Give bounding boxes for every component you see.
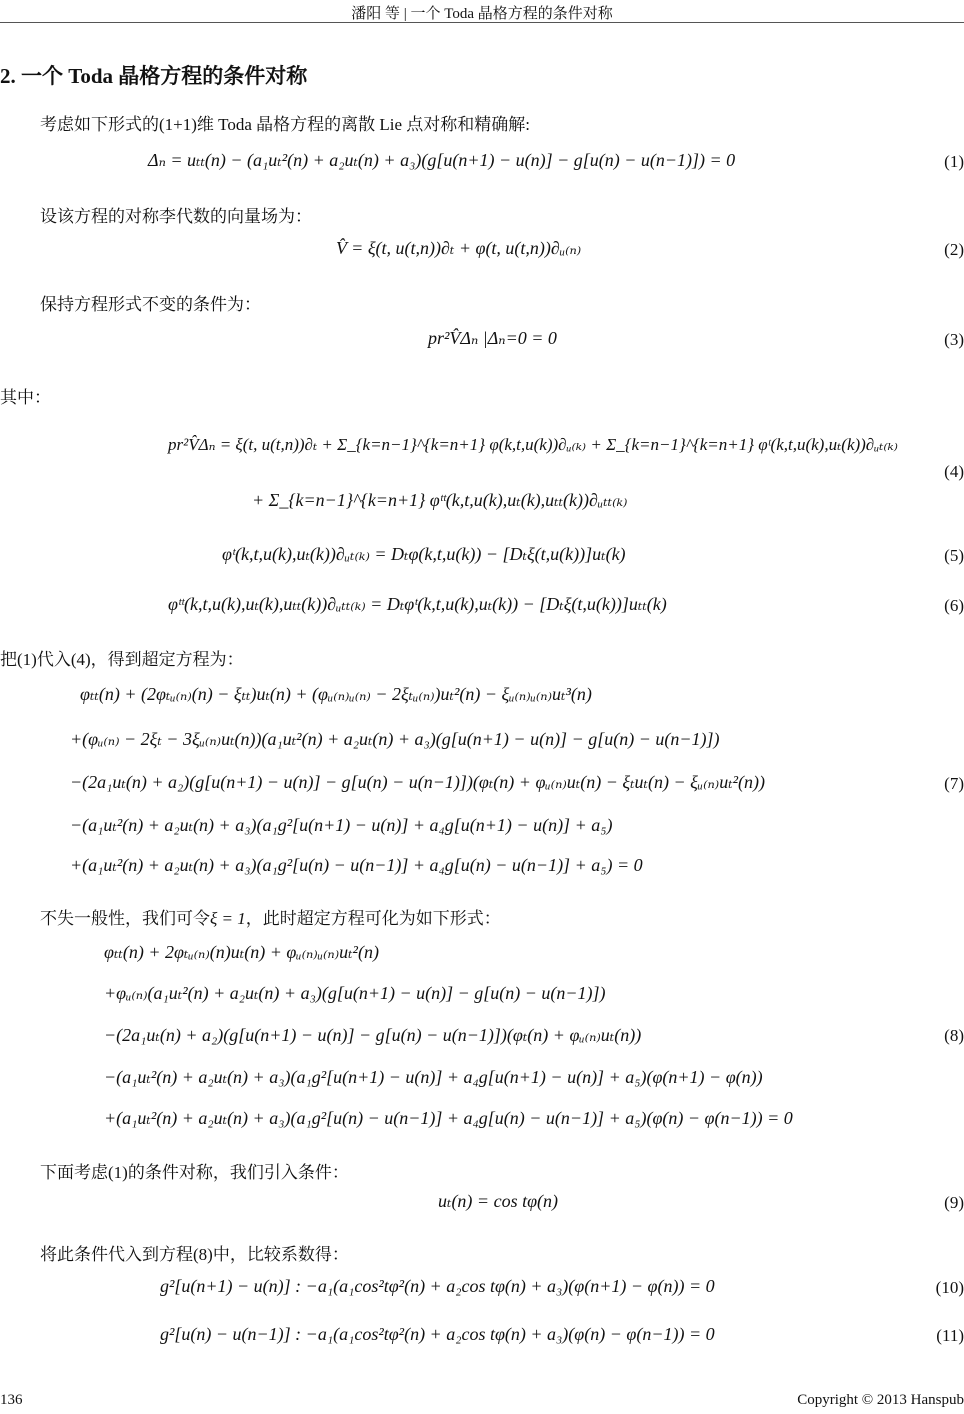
header-rule: [0, 22, 964, 23]
xi-equals-one: ξ = 1: [210, 909, 246, 928]
paragraph-generality-end: ，此时超定方程可化为如下形式：: [245, 909, 501, 928]
section-title: 2. 一个 Toda 晶格方程的条件对称: [0, 64, 308, 88]
equation-number-3: (3): [944, 330, 964, 349]
paragraph-coefficients: 将此条件代入到方程(8)中，比较系数得：: [40, 1245, 349, 1264]
equation-11: g²[u(n) − u(n−1)] : −a₁(a₁cos²tφ²(n) + a₂cos tφ(n) + a₃)(φ(n) − φ(n−1)) = 0: [160, 1324, 715, 1344]
equation-8-line-5: +(a₁uₜ²(n) + a₂uₜ(n) + a₃)(a₁g²[u(n) − u(n−1)] + a₄g[u(n) − u(n−1)] + a₅)(φ(n) − φ(n−1)) = 0: [104, 1108, 793, 1128]
paragraph-invariance: 保持方程形式不变的条件为：: [40, 295, 261, 314]
paragraph-generality-start: 不失一般性，我们可令: [40, 909, 210, 928]
equation-8-line-4: −(a₁uₜ²(n) + a₂uₜ(n) + a₃)(a₁g²[u(n+1) − u(n)] + a₄g[u(n+1) − u(n)] + a₅)(φ(n+1) − φ(n)): [104, 1067, 763, 1087]
equation-4-line-1: pr²V̂Δₙ = ξ(t, u(t,n))∂ₜ + Σ_{k=n−1}^{k=n+1} φ(k,t,u(k))∂ᵤ₍ₖ₎ + Σ_{k=n−1}^{k=n+1} φᵗ(k,t,u(k),uₜ(k))∂ᵤₜ₍ₖ₎: [168, 435, 898, 454]
equation-8-line-1: φₜₜ(n) + 2φₜᵤ₍ₙ₎(n)uₜ(n) + φᵤ₍ₙ₎ᵤ₍ₙ₎uₜ²(n): [104, 942, 379, 962]
equation-7-line-4: −(a₁uₜ²(n) + a₂uₜ(n) + a₃)(a₁g²[u(n+1) − u(n)] + a₄g[u(n+1) − u(n)] + a₅): [70, 815, 613, 835]
equation-8-line-3: −(2a₁uₜ(n) + a₂)(g[u(n+1) − u(n)] − g[u(n) − u(n−1)])(φₜ(n) + φᵤ₍ₙ₎uₜ(n)): [104, 1025, 642, 1045]
equation-number-9: (9): [944, 1193, 964, 1212]
equation-number-7: (7): [944, 774, 964, 793]
running-header: 潘阳 等 | 一个 Toda 晶格方程的条件对称: [351, 6, 613, 22]
equation-number-10: (10): [935, 1278, 964, 1297]
copyright-notice: Copyright © 2013 Hanspub: [797, 1392, 964, 1408]
equation-8-line-2: +φᵤ₍ₙ₎(a₁uₜ²(n) + a₂uₜ(n) + a₃)(g[u(n+1) − u(n)] − g[u(n) − u(n−1)]): [104, 983, 606, 1003]
equation-10: g²[u(n+1) − u(n)] : −a₁(a₁cos²tφ²(n) + a₂cos tφ(n) + a₃)(φ(n+1) − φ(n)) = 0: [160, 1276, 715, 1296]
page-number: 136: [0, 1392, 23, 1408]
equation-7-line-3: −(2a₁uₜ(n) + a₂)(g[u(n+1) − u(n)] − g[u(n) − u(n−1)])(φₜ(n) + φᵤ₍ₙ₎uₜ(n) − ξₜuₜ(n) − ξᵤ₍ₙ₎uₜ²(n)): [70, 772, 766, 792]
equation-number-6: (6): [944, 596, 964, 615]
equation-7-line-5: +(a₁uₜ²(n) + a₂uₜ(n) + a₃)(a₁g²[u(n) − u(n−1)] + a₄g[u(n) − u(n−1)] + a₅) = 0: [70, 855, 643, 875]
paragraph-condition: 下面考虑(1)的条件对称，我们引入条件：: [40, 1163, 349, 1182]
equation-7-line-1: φₜₜ(n) + (2φₜᵤ₍ₙ₎(n) − ξₜₜ)uₜ(n) + (φᵤ₍ₙ₎ᵤ₍ₙ₎ − 2ξₜᵤ₍ₙ₎)uₜ²(n) − ξᵤ₍ₙ₎ᵤ₍ₙ₎uₜ³(n): [80, 684, 592, 704]
equation-6: φᵗᵗ(k,t,u(k),uₜ(k),uₜₜ(k))∂ᵤₜₜ₍ₖ₎ = Dₜφᵗ(k,t,u(k),uₜ(k)) − [Dₜξ(t,u(k))]uₜₜ(k): [168, 594, 667, 614]
equation-number-11: (11): [936, 1326, 964, 1345]
paragraph-substitution: 把(1)代入(4)，得到超定方程为：: [0, 650, 244, 669]
equation-number-1: (1): [944, 152, 964, 171]
paragraph-generality: [40, 904, 501, 929]
equation-7-line-2: +(φᵤ₍ₙ₎ − 2ξₜ − 3ξᵤ₍ₙ₎uₜ(n))(a₁uₜ²(n) + a₂uₜ(n) + a₃)(g[u(n+1) − u(n)] − g[u(n) − u(n−1)]): [70, 729, 720, 749]
paragraph-where: 其中：: [0, 388, 51, 407]
equation-number-2: (2): [944, 240, 964, 259]
equation-number-4: (4): [944, 462, 964, 481]
equation-number-8: (8): [944, 1026, 964, 1045]
paragraph-vector-field: 设该方程的对称李代数的向量场为：: [40, 207, 312, 226]
equation-5: φᵗ(k,t,u(k),uₜ(k))∂ᵤₜ₍ₖ₎ = Dₜφ(k,t,u(k)) − [Dₜξ(t,u(k))]uₜ(k): [222, 544, 626, 564]
equation-3: pr²V̂Δₙ |Δₙ=0 = 0: [428, 328, 557, 348]
equation-9: uₜ(n) = cos tφ(n): [438, 1191, 559, 1211]
equation-1: Δₙ = uₜₜ(n) − (a₁uₜ²(n) + a₂uₜ(n) + a₃)(g[u(n+1) − u(n)] − g[u(n) − u(n−1)]) = 0: [148, 150, 736, 170]
equation-number-5: (5): [944, 546, 964, 565]
paragraph-intro: 考虑如下形式的(1+1)维 Toda 晶格方程的离散 Lie 点对称和精确解:: [40, 115, 531, 134]
equation-2: V̂ = ξ(t, u(t,n))∂ₜ + φ(t, u(t,n))∂ᵤ₍ₙ₎: [336, 238, 582, 258]
equation-4-line-2: + Σ_{k=n−1}^{k=n+1} φᵗᵗ(k,t,u(k),uₜ(k),uₜₜ(k))∂ᵤₜₜ₍ₖ₎: [252, 490, 628, 510]
